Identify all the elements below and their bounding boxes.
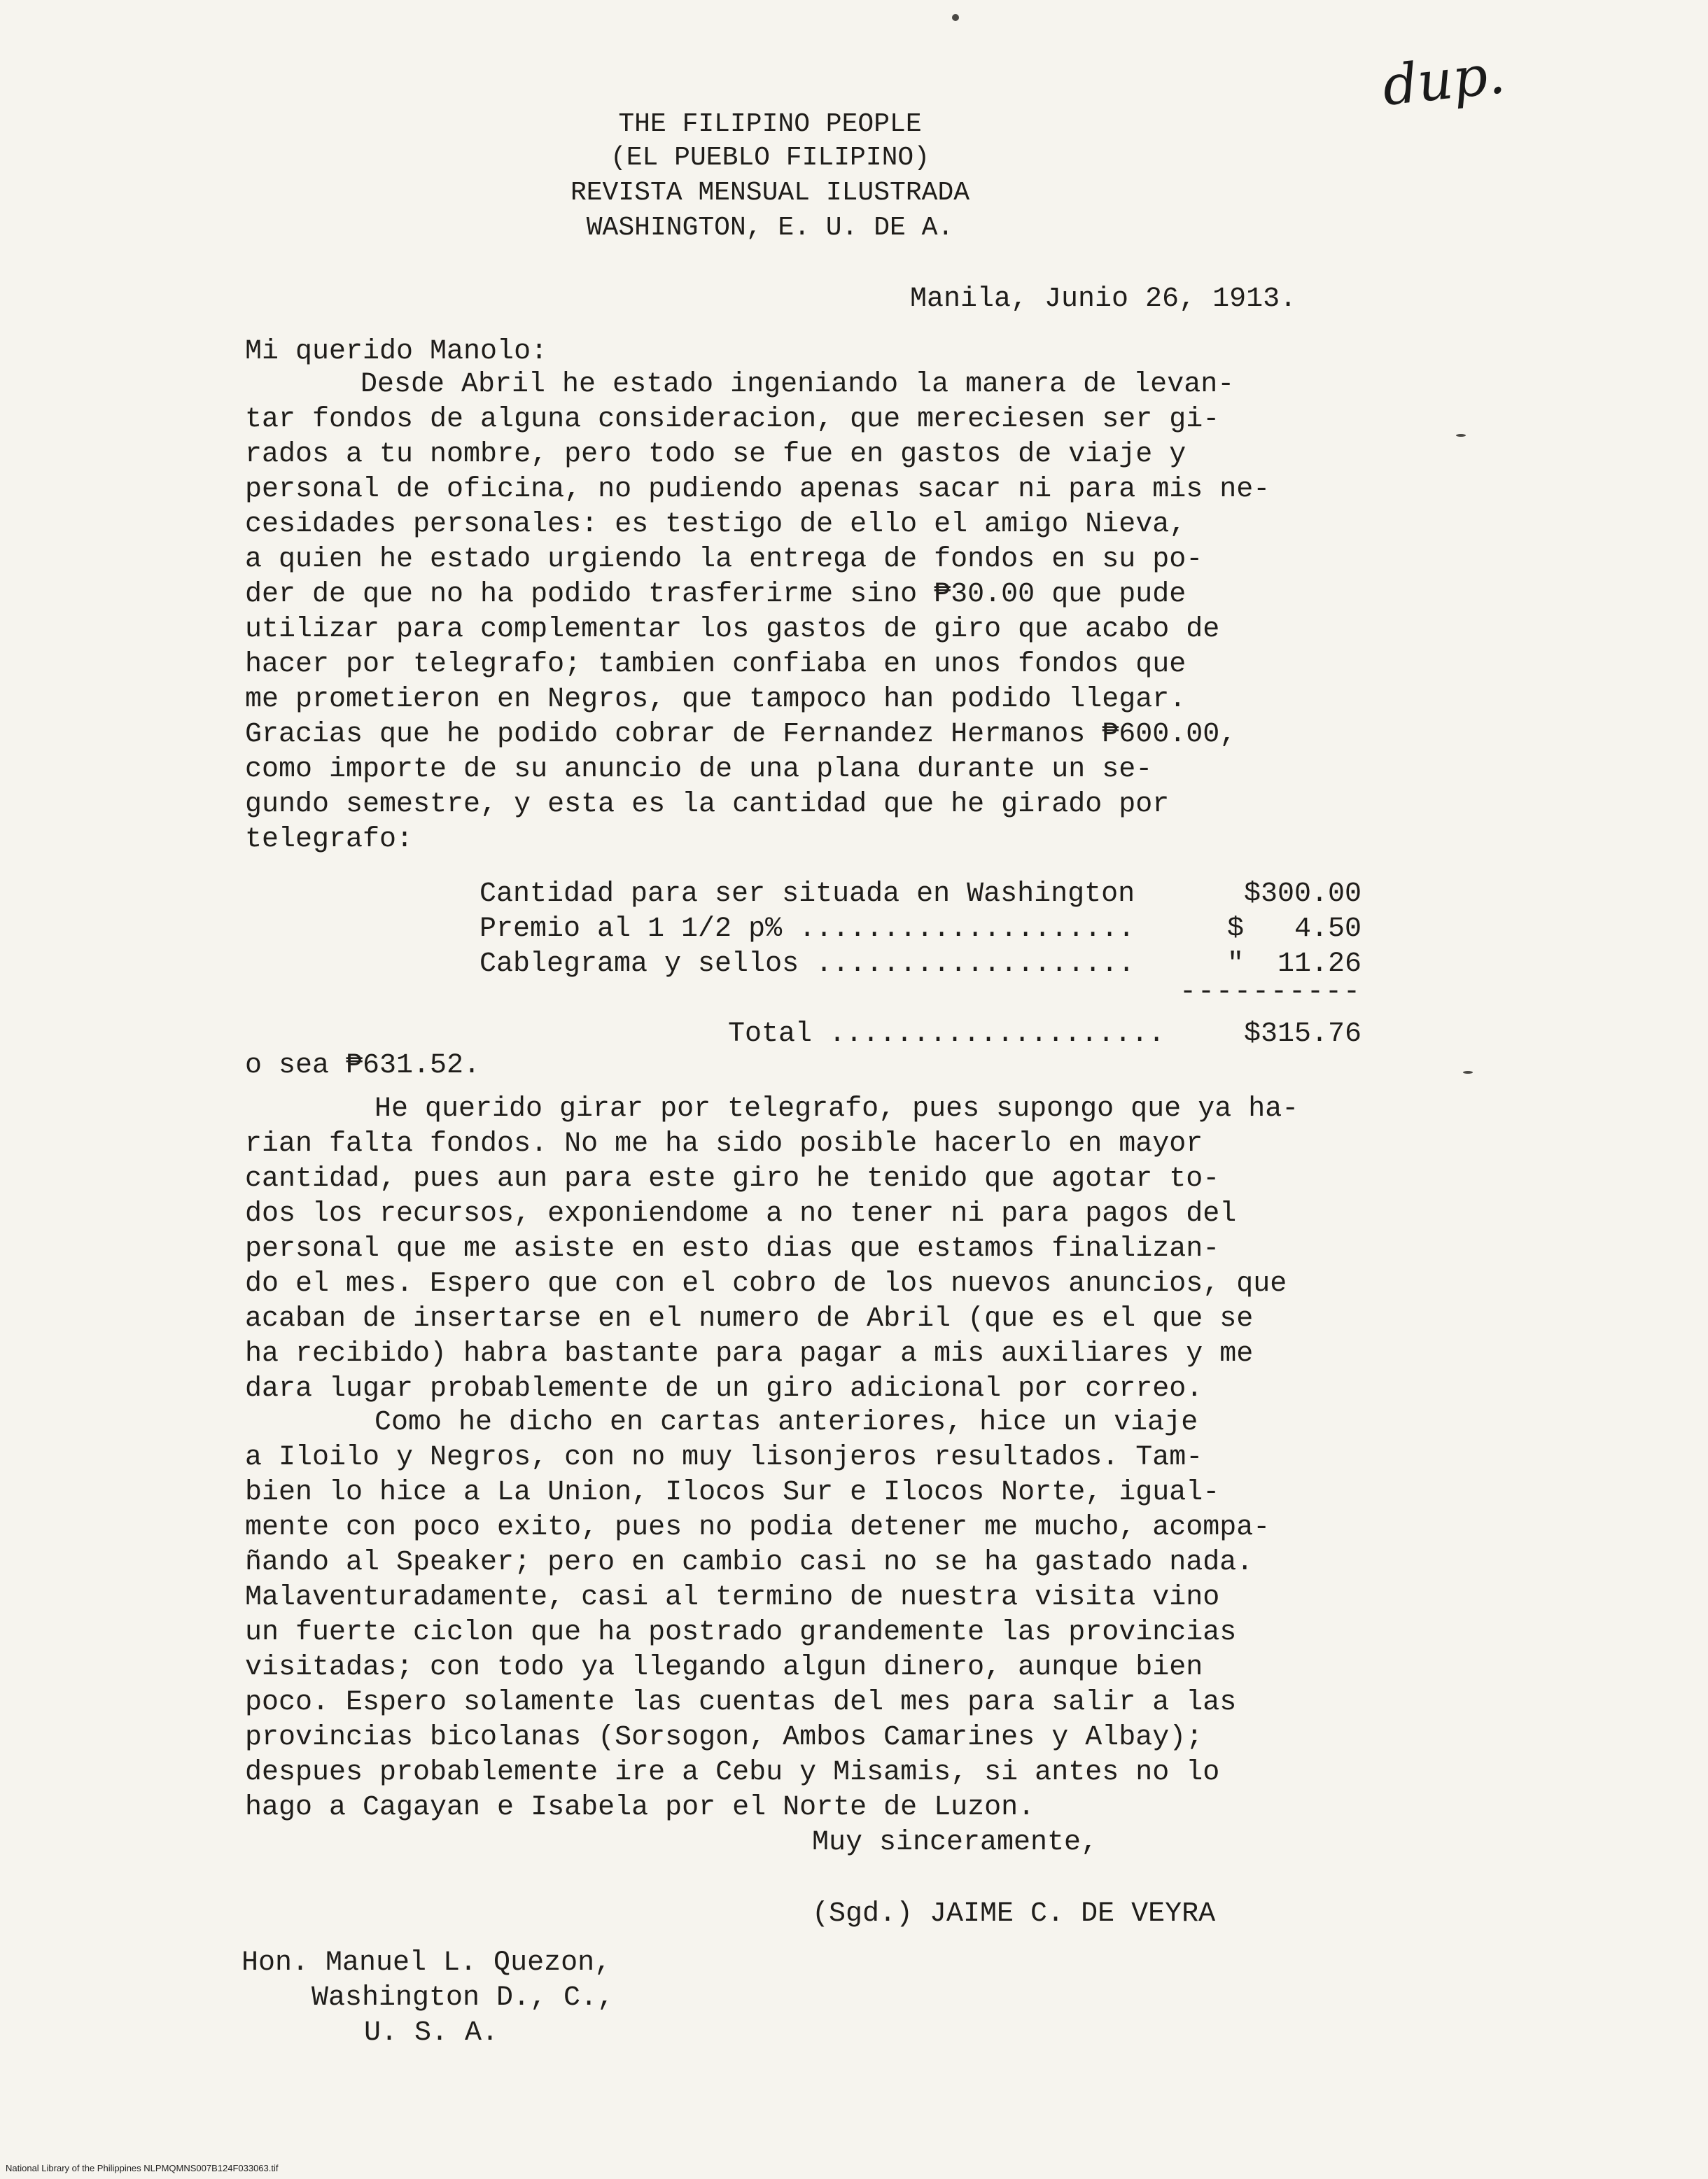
ledger-amount: $300.00 bbox=[1243, 878, 1362, 910]
paragraph-1-line: cesidades personales: es testigo de ello el amigo Nieva, bbox=[245, 509, 1186, 540]
total-in-pesos: o sea ₱631.52. bbox=[245, 1050, 481, 1081]
paragraph-2-line: cantidad, pues aun para este giro he tenido que agotar to- bbox=[245, 1163, 1220, 1195]
ledger-total-row bbox=[479, 1018, 1362, 1052]
paragraph-1-line: a quien he estado urgiendo la entrega de fondos en su po- bbox=[245, 544, 1203, 575]
ledger-row bbox=[479, 913, 1362, 947]
paragraph-1-line: utilizar para complementar los gastos de giro que acabo de bbox=[245, 614, 1220, 645]
paragraph-1-line: Desde Abril he estado ingeniando la manera de levan- bbox=[360, 369, 1235, 400]
paragraph-1-line: personal de oficina, no pudiendo apenas sacar ni para mis ne- bbox=[245, 474, 1270, 505]
paper-speck bbox=[1456, 434, 1466, 437]
paragraph-2-line: acaban de insertarse en el numero de Abril (que es el que se bbox=[245, 1303, 1254, 1335]
paragraph-1-line: der de que no ha podido trasferirme sino ₱30.00 que pude bbox=[245, 579, 1186, 610]
paragraph-3-line: Malaventuradamente, casi al termino de nuestra visita vino bbox=[245, 1582, 1220, 1613]
paragraph-1-line: rados a tu nombre, pero todo se fue en gastos de viaje y bbox=[245, 439, 1186, 470]
paragraph-3-line: ñando al Speaker; pero en cambio casi no se ha gastado nada. bbox=[245, 1547, 1254, 1578]
paragraph-3-line: a Iloilo y Negros, con no muy lisonjeros resultados. Tam- bbox=[245, 1442, 1203, 1473]
paragraph-3-line: mente con poco exito, pues no podia detener me mucho, acompa- bbox=[245, 1512, 1270, 1543]
paragraph-3-line: Como he dicho en cartas anteriores, hice un viaje bbox=[374, 1407, 1198, 1438]
ledger-description: Cantidad para ser situada en Washington bbox=[479, 878, 1135, 910]
paragraph-3-line: hago a Cagayan e Isabela por el Norte de Luzon. bbox=[245, 1792, 1035, 1823]
ledger-description: Premio al 1 1/2 p% .................... bbox=[479, 913, 1135, 945]
ledger-rule: ---------- bbox=[1180, 976, 1362, 1008]
paper-speck bbox=[952, 14, 959, 21]
paragraph-1-line: me prometieron en Negros, que tampoco han podido llegar. bbox=[245, 684, 1186, 715]
letterhead-line-2: (EL PUEBLO FILIPINO) bbox=[610, 143, 930, 173]
paragraph-2-line: personal que me asiste en esto dias que estamos finalizan- bbox=[245, 1233, 1220, 1265]
paragraph-3-line: despues probablemente ire a Cebu y Misamis, si antes no lo bbox=[245, 1757, 1220, 1788]
paragraph-2-line: He querido girar por telegrafo, pues supongo que ya ha- bbox=[374, 1093, 1299, 1125]
signature: (Sgd.) JAIME C. DE VEYRA bbox=[812, 1898, 1216, 1930]
addressee-line-2: Washington D., C., bbox=[312, 1982, 615, 2014]
letter-date: Manila, Junio 26, 1913. bbox=[910, 283, 1297, 315]
addressee-line-3: U. S. A. bbox=[364, 2017, 499, 2049]
paragraph-1-line: hacer por telegrafo; tambien confiaba en unos fondos que bbox=[245, 649, 1186, 680]
paragraph-3-line: provincias bicolanas (Sorsogon, Ambos Camarines y Albay); bbox=[245, 1722, 1203, 1753]
archive-footer: National Library of the Philippines NLPMQMNS007B124F033063.tif bbox=[6, 2163, 279, 2173]
ledger-total-amount: $315.76 bbox=[1243, 1018, 1362, 1050]
paragraph-1-line: telegrafo: bbox=[245, 824, 414, 855]
letterhead-line-4: WASHINGTON, E. U. DE A. bbox=[586, 213, 954, 243]
closing: Muy sinceramente, bbox=[812, 1827, 1098, 1858]
paragraph-3-line: poco. Espero solamente las cuentas del mes para salir a las bbox=[245, 1687, 1237, 1718]
paragraph-1-line: Gracias que he podido cobrar de Fernandez Hermanos ₱600.00, bbox=[245, 719, 1237, 750]
paragraph-2-line: dos los recursos, exponiendome a no tener ni para pagos del bbox=[245, 1198, 1237, 1230]
paragraph-3-line: un fuerte ciclon que ha postrado grandemente las provincias bbox=[245, 1617, 1237, 1648]
paper-speck bbox=[1463, 1071, 1473, 1074]
paragraph-2-line: ha recibido) habra bastante para pagar a mis auxiliares y me bbox=[245, 1338, 1254, 1370]
paragraph-3-line: visitadas; con todo ya llegando algun dinero, aunque bien bbox=[245, 1652, 1203, 1683]
salutation: Mi querido Manolo: bbox=[245, 336, 548, 367]
paragraph-1-line: tar fondos de alguna consideracion, que mereciesen ser gi- bbox=[245, 404, 1220, 435]
handwritten-note: dup. bbox=[1379, 43, 1508, 118]
paragraph-2-line: do el mes. Espero que con el cobro de los nuevos anuncios, que bbox=[245, 1268, 1287, 1300]
paragraph-2-line: rian falta fondos. No me ha sido posible hacerlo en mayor bbox=[245, 1128, 1203, 1160]
ledger-description: Cablegrama y sellos ................... bbox=[479, 948, 1135, 980]
ledger-row bbox=[479, 878, 1362, 912]
letterhead-line-3: REVISTA MENSUAL ILUSTRADA bbox=[570, 178, 970, 208]
paragraph-3-line: bien lo hice a La Union, Ilocos Sur e Ilocos Norte, igual- bbox=[245, 1477, 1220, 1508]
ledger-amount: " 11.26 bbox=[1226, 948, 1362, 980]
ledger-total-label: Total .................... bbox=[728, 1018, 1166, 1050]
paragraph-2-line: dara lugar probablemente de un giro adicional por correo. bbox=[245, 1373, 1203, 1405]
letterhead-line-1: THE FILIPINO PEOPLE bbox=[618, 109, 922, 139]
addressee-line-1: Hon. Manuel L. Quezon, bbox=[241, 1947, 612, 1979]
paragraph-1-line: como importe de su anuncio de una plana durante un se- bbox=[245, 754, 1153, 785]
ledger-amount: $ 4.50 bbox=[1226, 913, 1362, 945]
paragraph-1-line: gundo semestre, y esta es la cantidad que he girado por bbox=[245, 789, 1170, 820]
